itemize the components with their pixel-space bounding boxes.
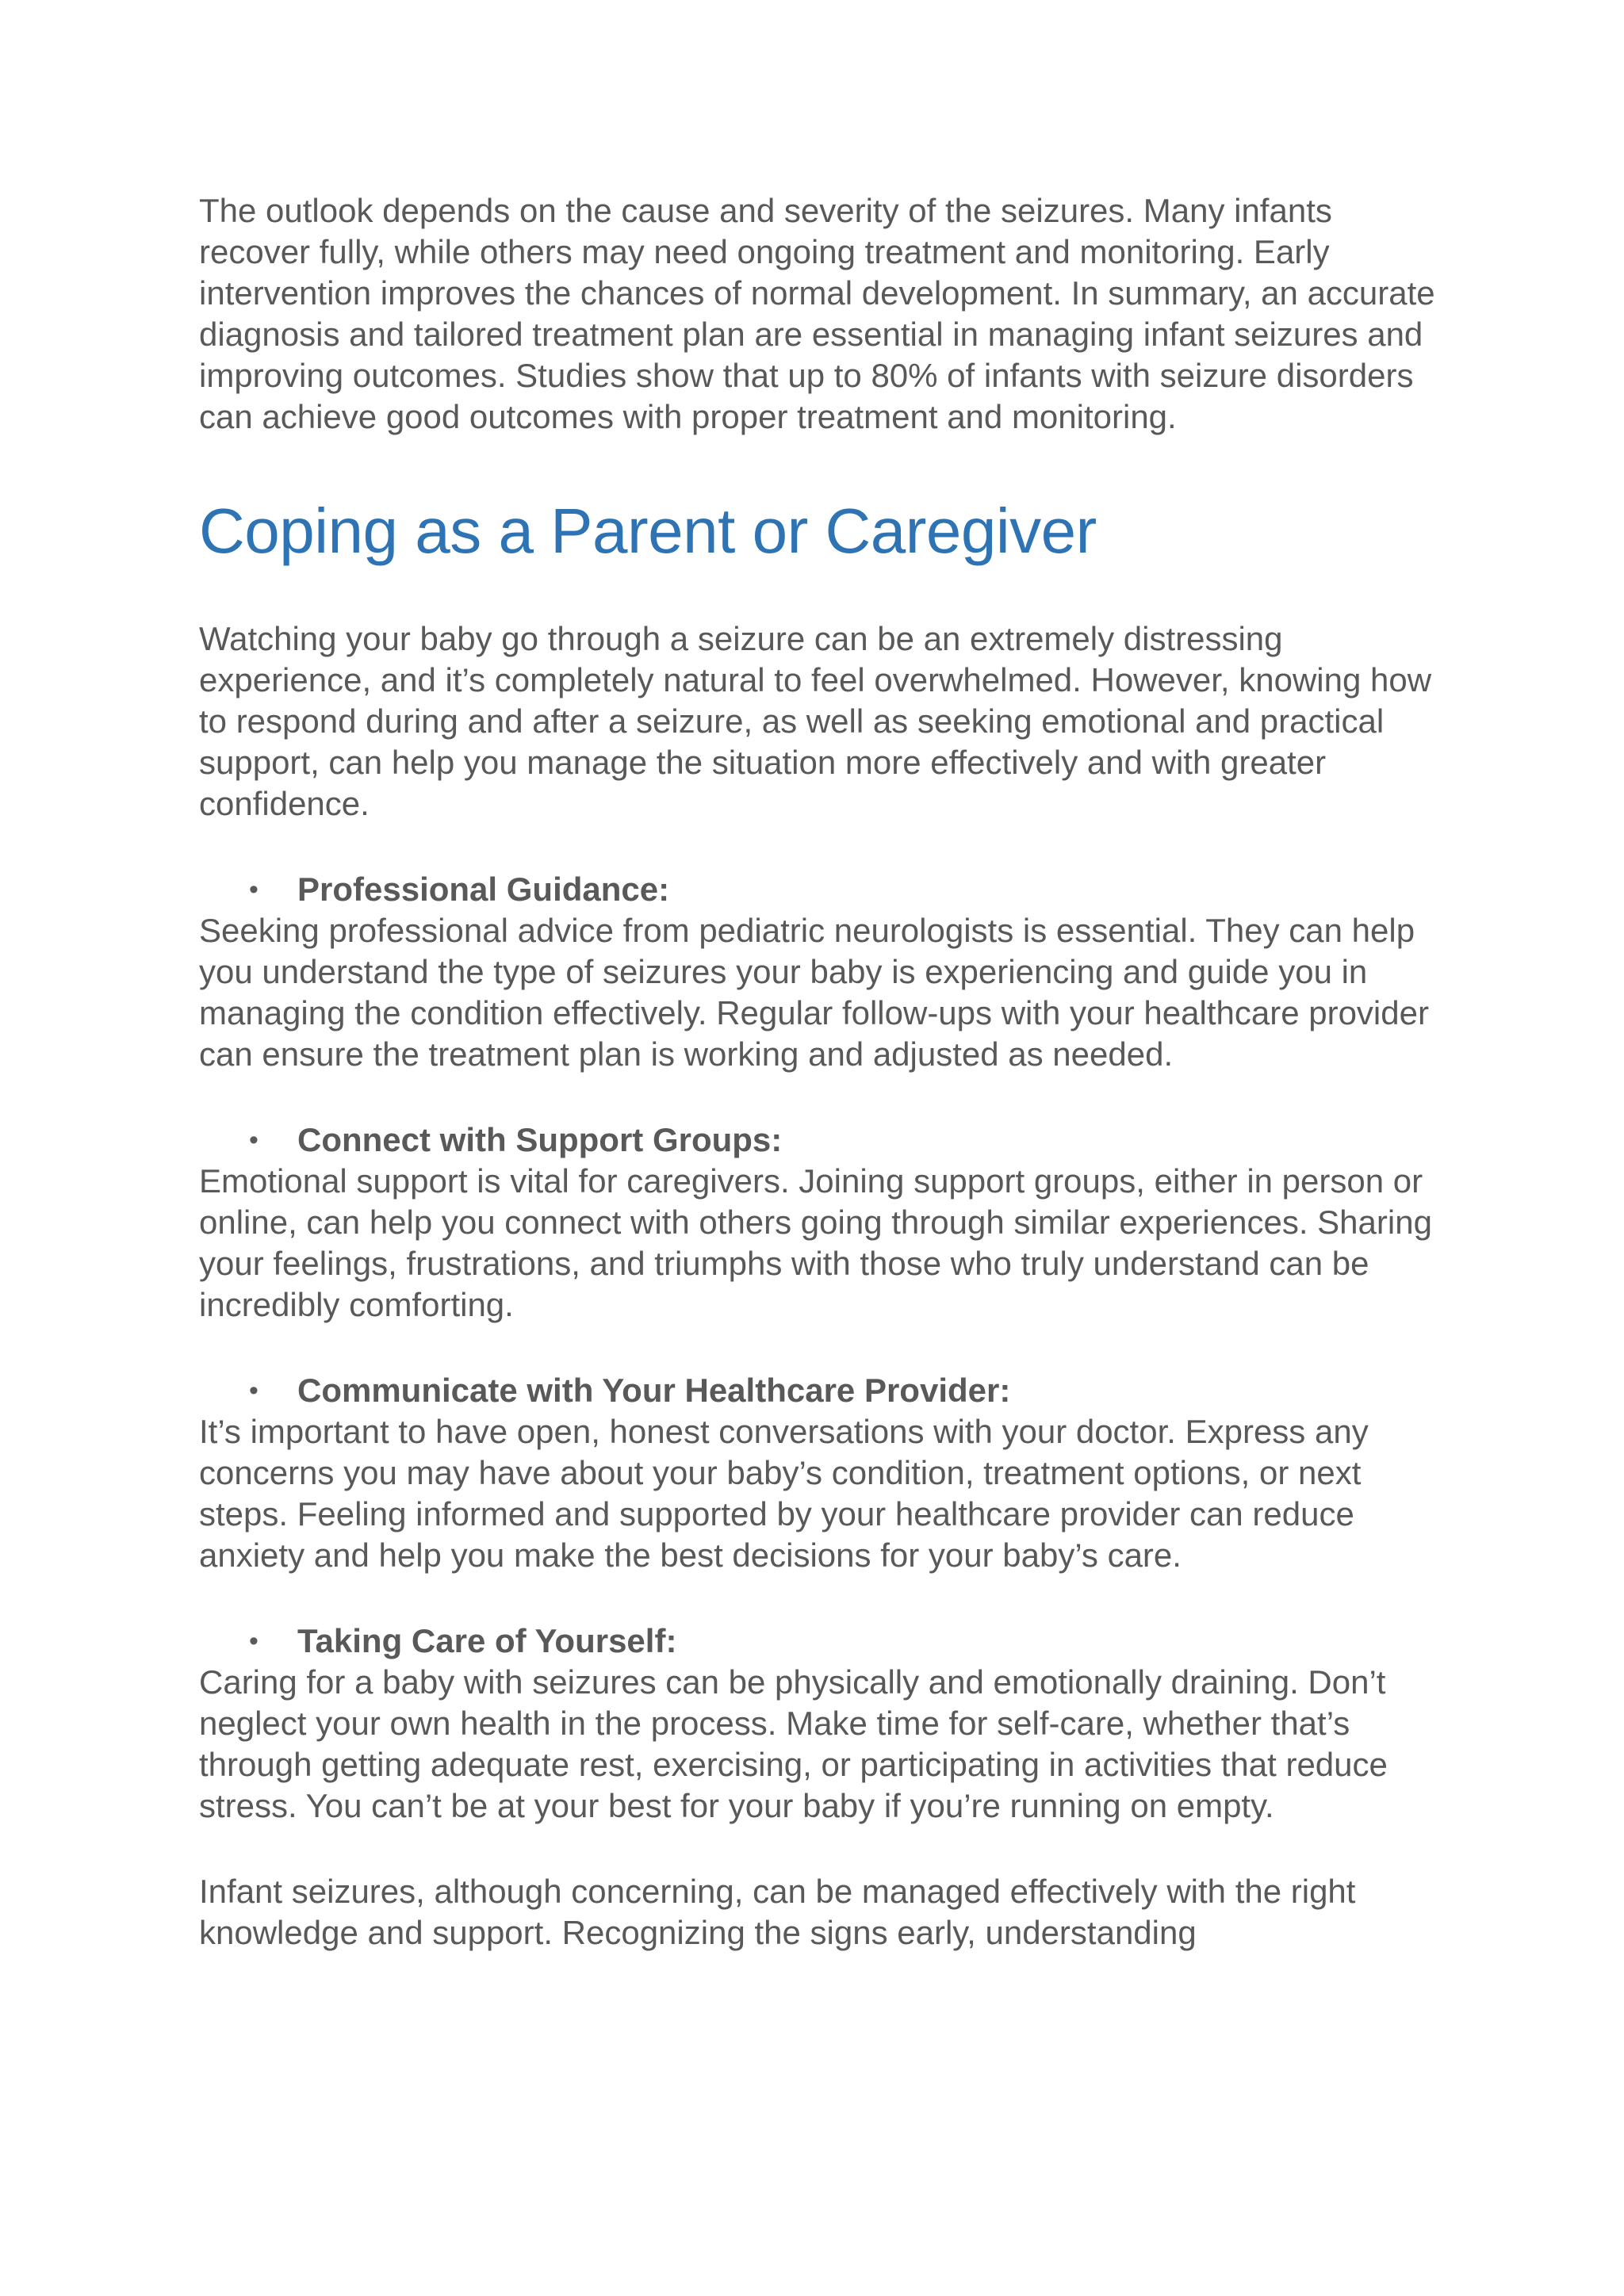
bullet-item-healthcare-provider: [199, 1370, 1452, 1576]
bullet-body: Caring for a baby with seizures can be physically and emotionally draining. Don’t neglect your own health in the process. Make time for self-care, whether that’s through getting adequate rest, exercising, or participating in activities that reduce stress. You can’t be at your best for your baby if you’re running on empty.: [199, 1663, 1388, 1824]
bullet-icon: •: [249, 1125, 259, 1155]
section-heading: Coping as a Parent or Caregiver: [199, 496, 1097, 566]
bullet-title-text: Professional Guidance:: [297, 871, 670, 908]
bullet-title-text: Communicate with Your Healthcare Provider:: [297, 1372, 1011, 1409]
bullet-body: It’s important to have open, honest conversations with your doctor. Express any concerns you may have about your baby’s condition, treatment options, or next steps. Feeling informed and supported by your healthcare provider can reduce anxiety and help you make the best decisions for your baby’s care.: [199, 1413, 1369, 1574]
lead-paragraph: Watching your baby go through a seizure can be an extremely distressing experience, and it’s completely natural to feel overwhelmed. However, knowing how to respond during and after a seizure, as well as seeking emotional and practical support, can help you manage the situation more effectively and with greater confidence.: [199, 620, 1432, 822]
bullet-icon: •: [249, 874, 259, 905]
bullet-body: Seeking professional advice from pediatric neurologists is essential. They can help you understand the type of seizures your baby is experiencing and guide you in managing the condition effectively. Regular follow-ups with your healthcare provider can ensure the treatment plan is working and adjusted as needed.: [199, 912, 1429, 1073]
bullet-item-support-groups: [199, 1119, 1452, 1326]
bullet-title-text: Connect with Support Groups:: [297, 1121, 783, 1158]
closing-paragraph: Infant seizures, although concerning, can be managed effectively with the right knowledge and support. Recognizing the signs early, understanding: [199, 1873, 1356, 1951]
bullet-title: [199, 1119, 1452, 1161]
bullet-title-text: Taking Care of Yourself:: [297, 1622, 677, 1659]
bullet-icon: •: [249, 1626, 259, 1656]
bullet-title: [199, 869, 1452, 910]
bullet-title: [199, 1370, 1452, 1411]
bullet-item-self-care: [199, 1621, 1452, 1827]
bullet-item-professional-guidance: [199, 869, 1452, 1075]
bullet-body: Emotional support is vital for caregivers. Joining support groups, either in person or online, can help you connect with others going through similar experiences. Sharing your feelings, frustrations, and triumphs with those who truly understand can be incredibly comforting.: [199, 1162, 1432, 1323]
bullet-icon: •: [249, 1376, 259, 1406]
intro-paragraph: The outlook depends on the cause and severity of the seizures. Many infants recover fully, while others may need ongoing treatment and monitoring. Early intervention improves the chances of normal development. In summary, an accurate diagnosis and tailored treatment plan are essential in managing infant seizures and improving outcomes. Studies show that up to 80% of infants with seizure disorders can achieve good outcomes with proper treatment and monitoring.: [199, 192, 1435, 435]
bullet-title: [199, 1621, 1452, 1662]
document-page: [199, 190, 1452, 1954]
